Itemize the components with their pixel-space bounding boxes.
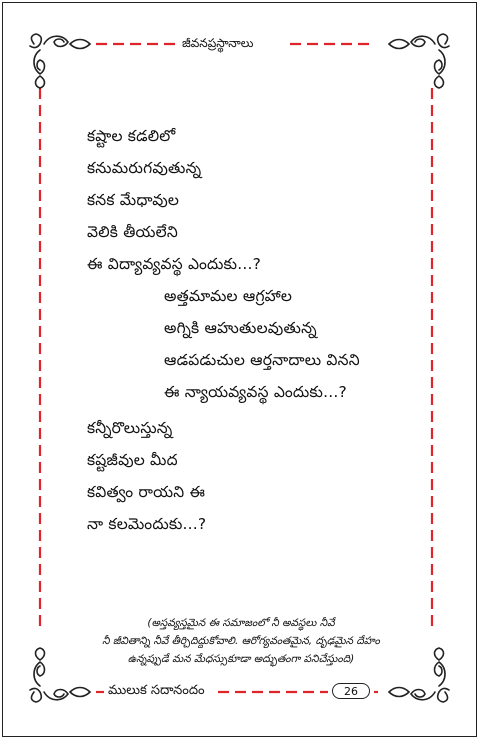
poem-line: ఈ న్యాయవ్యవస్థ ఎందుకు...? [164, 383, 347, 401]
poem-line: అత్తమామల ఆగ్రహాల [164, 287, 293, 305]
ornament-top-left [30, 34, 90, 88]
poem-line: కష్టజీవుల మీద [87, 451, 178, 469]
poem-line: కన్నీరొలుస్తున్న [87, 419, 173, 437]
poem-line: కనుమరుగవుతున్న [87, 159, 202, 177]
footer-author: ములుక సదానందం [108, 683, 205, 698]
poem-line: కనక మేధావుల [87, 191, 180, 209]
poem-line: వెలికి తీయలేని [87, 223, 178, 241]
header-title: జీవనప్రస్థానాలు [182, 36, 254, 50]
page-number: 26 [332, 683, 370, 699]
footnote-line: నీ జీవితాన్ని నీవే తీర్చిదిద్దుకోవాలి. ఆరోగ్యవంతమైన, దృఢమైన దేహం [102, 635, 380, 647]
poem-line: ఈ విద్యావ్యవస్థ ఎందుకు...? [87, 255, 261, 273]
ornament-top-right [389, 34, 449, 88]
poem-line: ఆడపడుచుల ఆర్తనాదాలు వినని [164, 351, 360, 369]
footnote-line: (అస్తవ్యస్తమైన ఈ సమాజంలో నీ అవస్థలు నీవే [147, 617, 335, 629]
footnote-line: ఉన్నప్పుడే మన మేధస్సుకూడా అద్భుతంగా పనిచేస్తుంది) [127, 653, 355, 665]
poem-line: కవిత్వం రాయని ఈ [87, 483, 206, 501]
poem-line: అగ్నికి ఆహుతులవుతున్న [164, 319, 317, 337]
poem-line: కష్టాల కడలిలో [87, 127, 176, 145]
poem-line: నా కలమెందుకు...? [87, 515, 207, 533]
